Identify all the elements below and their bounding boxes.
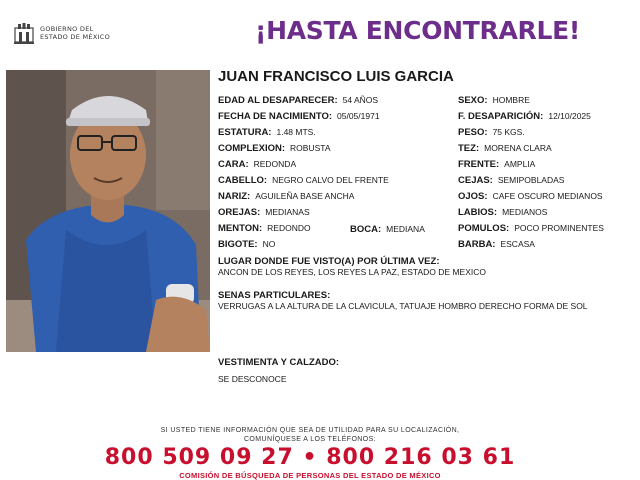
field-label: MENTON: <box>218 223 263 234</box>
field-beard <box>458 239 535 250</box>
field-value: NO <box>262 239 276 249</box>
person-name: JUAN FRANCISCO LUIS GARCIA <box>218 68 454 85</box>
field-label: CEJAS: <box>458 175 493 186</box>
field-label: FRENTE: <box>458 159 500 170</box>
field-eyebrows <box>458 175 564 186</box>
field-label: SEXO: <box>458 95 488 106</box>
field-value: MEDIANOS <box>502 207 548 217</box>
field-value: 1.48 MTS. <box>276 127 316 137</box>
field-label: POMULOS: <box>458 223 510 234</box>
phone-number-1[interactable]: 800 509 09 27 <box>104 445 294 470</box>
person-photo-illustration <box>6 70 210 352</box>
field-chin <box>218 223 311 234</box>
field-nose <box>218 191 354 202</box>
field-birthdate <box>218 111 380 122</box>
phone-number-2[interactable]: 800 216 03 61 <box>326 445 516 470</box>
missing-person-photo <box>6 70 210 352</box>
field-value: POCO PROMINENTES <box>514 223 604 233</box>
phone-separator: • <box>302 445 318 470</box>
last-seen-location: ANCON DE LOS REYES, LOS REYES LA PAZ, ESTADO DE MEXICO <box>218 267 486 277</box>
field-label: OREJAS: <box>218 207 261 218</box>
field-cheekbones <box>458 223 604 234</box>
field-value: 54 AÑOS <box>342 95 379 105</box>
contact-phones <box>0 445 620 470</box>
field-value: ROBUSTA <box>290 143 331 153</box>
field-value: MEDIANA <box>386 224 425 234</box>
field-label: BOCA: <box>350 224 382 235</box>
field-eyes <box>458 191 603 202</box>
field-face <box>218 159 296 170</box>
field-weight <box>458 127 525 138</box>
field-value: REDONDA <box>253 159 297 169</box>
field-build <box>218 143 331 154</box>
field-label: FECHA DE NACIMIENTO: <box>218 111 332 122</box>
info-request-line-2: COMUNÍQUESE A LOS TELÉFONOS: <box>243 436 377 443</box>
field-hair <box>218 175 389 186</box>
field-height <box>218 127 316 138</box>
field-value: 05/05/1971 <box>337 111 380 121</box>
field-label: CABELLO: <box>218 175 268 186</box>
field-value: SEMIPOBLADAS <box>497 175 565 185</box>
field-value: 12/10/2025 <box>548 111 591 121</box>
field-value: MEDIANAS <box>265 207 310 217</box>
gov-line-2: ESTADO DE MÉXICO <box>40 33 111 41</box>
clothing-title: VESTIMENTA Y CALZADO: <box>218 357 340 368</box>
distinguishing-marks: VERRUGAS A LA ALTURA DE LA CLAVICULA, TATUAJE HOMBRO DERECHO FORMA DE SOL <box>218 301 588 311</box>
field-label: F. DESAPARICIÓN: <box>458 111 544 122</box>
field-mustache <box>218 239 275 250</box>
field-ears <box>218 207 310 218</box>
field-forehead <box>458 159 535 170</box>
field-sex <box>458 95 530 106</box>
field-age <box>218 95 378 106</box>
field-label: COMPLEXION: <box>218 143 286 154</box>
clothing-description: SE DESCONOCE <box>218 374 287 384</box>
field-mouth <box>350 224 425 235</box>
field-value: AGUILEÑA BASE ANCHA <box>255 191 355 201</box>
field-value: AMPLIA <box>504 159 536 169</box>
banner-title: ¡HASTA ENCONTRARLE! <box>255 16 580 45</box>
field-label: LABIOS: <box>458 207 498 218</box>
field-value: CAFE OSCURO MEDIANOS <box>492 191 603 201</box>
field-label: BARBA: <box>458 239 496 250</box>
field-value: MORENA CLARA <box>484 143 552 153</box>
field-value: HOMBRE <box>492 95 530 105</box>
last-seen-title: LUGAR DONDE FUE VISTO(A) POR ÚLTIMA VEZ: <box>218 256 440 267</box>
field-complexion <box>458 143 552 154</box>
commission-name: COMISIÓN DE BÚSQUEDA DE PERSONAS DEL ESTADO DE MÉXICO <box>179 471 441 480</box>
field-label: NARIZ: <box>218 191 251 202</box>
field-label: BIGOTE: <box>218 239 258 250</box>
gov-line-1: GOBIERNO DEL <box>40 25 94 33</box>
field-value: REDONDO <box>267 223 311 233</box>
state-seal-icon <box>12 22 36 46</box>
government-name <box>40 25 110 41</box>
government-logo <box>12 22 112 48</box>
field-disappearance-date <box>458 111 591 122</box>
field-label: EDAD AL DESAPARECER: <box>218 95 338 106</box>
field-label: PESO: <box>458 127 488 138</box>
field-label: CARA: <box>218 159 249 170</box>
field-value: 75 KGS. <box>492 127 525 137</box>
field-label: OJOS: <box>458 191 488 202</box>
info-request-line-1: SI USTED TIENE INFORMACIÓN QUE SEA DE UTILIDAD PARA SU LOCALIZACIÓN, <box>160 427 460 434</box>
distinguishing-marks-title: SENAS PARTICULARES: <box>218 290 331 301</box>
field-lips <box>458 207 547 218</box>
field-value: NEGRO CALVO DEL FRENTE <box>272 175 389 185</box>
field-value: ESCASA <box>500 239 535 249</box>
field-label: ESTATURA: <box>218 127 272 138</box>
field-label: TEZ: <box>458 143 480 154</box>
